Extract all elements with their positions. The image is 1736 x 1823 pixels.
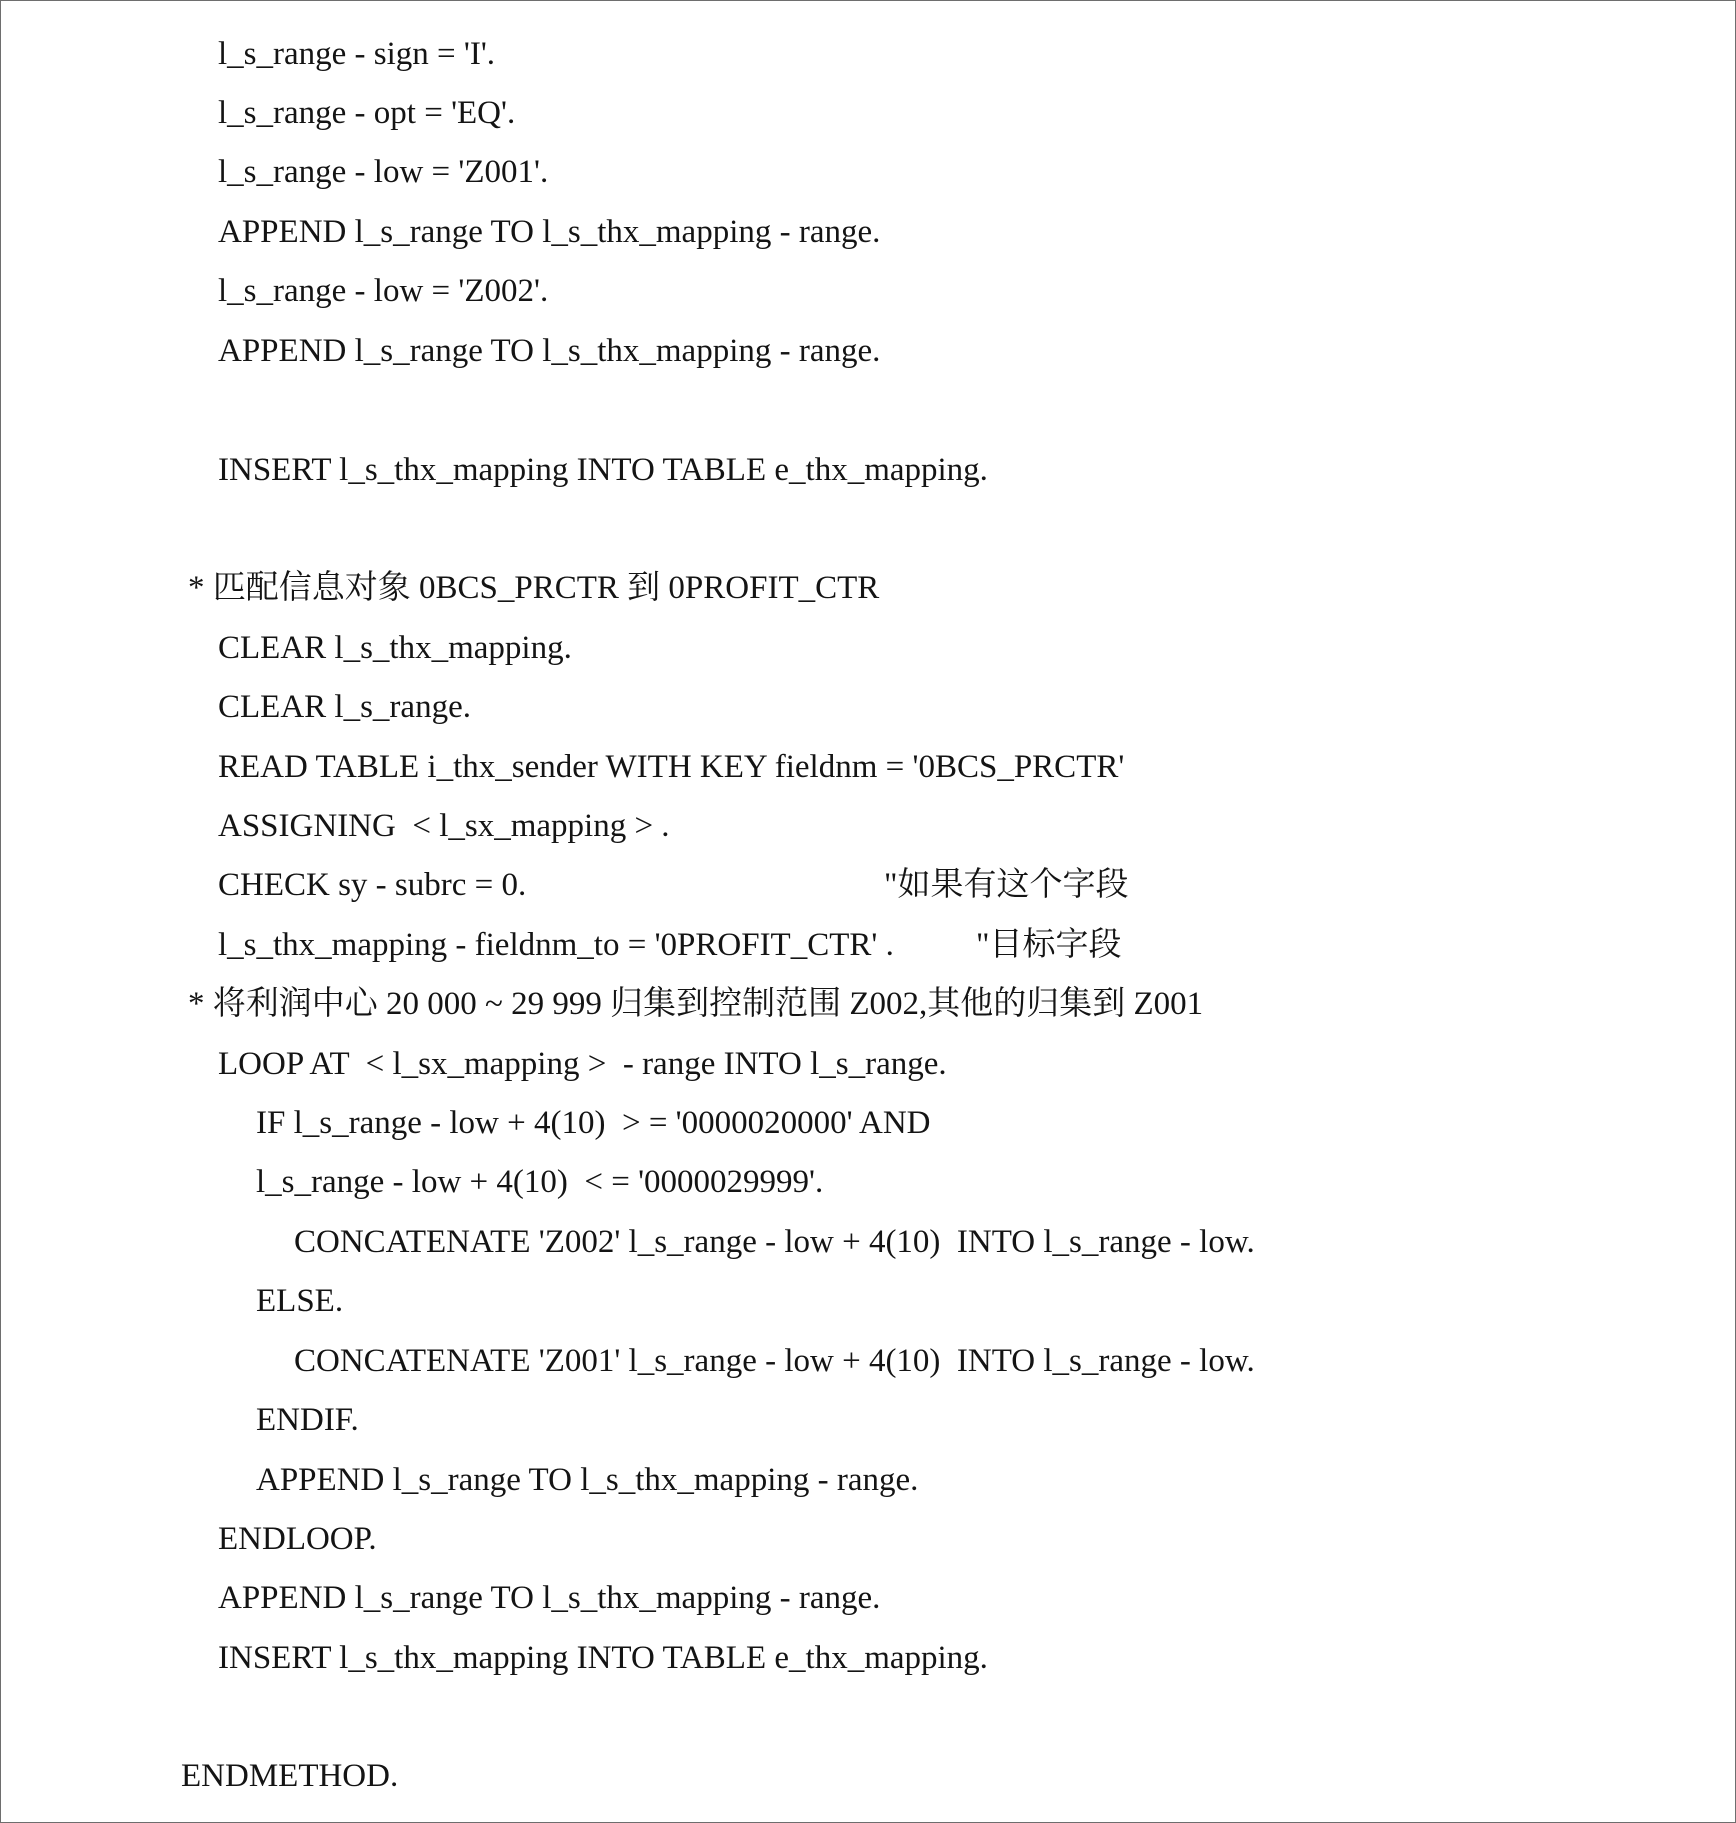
code-line-18: ELSE. — [256, 1283, 344, 1319]
code-line-21: APPEND l_s_range TO l_s_thx_mapping - range. — [256, 1462, 919, 1498]
code-line-10: READ TABLE i_thx_sender WITH KEY fieldnm = '0BCS_PRCTR' — [218, 749, 1125, 785]
inline-comment-2: "目标字段 — [976, 927, 1122, 963]
code-line-14: LOOP AT < l_sx_mapping > - range INTO l_s_range. — [218, 1046, 947, 1082]
code-line-4: APPEND l_s_range TO l_s_thx_mapping - range. — [218, 214, 881, 250]
code-line-6: APPEND l_s_range TO l_s_thx_mapping - range. — [218, 333, 881, 369]
code-line-24: INSERT l_s_thx_mapping INTO TABLE e_thx_mapping. — [218, 1640, 988, 1676]
comment-line-1: * 匹配信息对象 0BCS_PRCTR 到 0PROFIT_CTR — [188, 570, 880, 606]
code-line-1: l_s_range - sign = 'I'. — [218, 36, 496, 72]
code-line-22: ENDLOOP. — [218, 1521, 377, 1557]
inline-comment-1: "如果有这个字段 — [884, 867, 1129, 903]
code-line-25: ENDMETHOD. — [181, 1758, 399, 1794]
code-line-13: l_s_thx_mapping - fieldnm_to = '0PROFIT_CTR' . — [218, 927, 894, 963]
code-line-20: ENDIF. — [256, 1402, 359, 1438]
code-line-23: APPEND l_s_range TO l_s_thx_mapping - range. — [218, 1580, 881, 1616]
code-line-8: CLEAR l_s_thx_mapping. — [218, 630, 572, 666]
code-line-2: l_s_range - opt = 'EQ'. — [218, 95, 516, 131]
code-line-7: INSERT l_s_thx_mapping INTO TABLE e_thx_mapping. — [218, 452, 988, 488]
code-line-15: IF l_s_range - low + 4(10) > = '0000020000' AND — [256, 1105, 931, 1141]
code-line-11: ASSIGNING < l_sx_mapping > . — [218, 808, 670, 844]
comment-line-2: * 将利润中心 20 000 ~ 29 999 归集到控制范围 Z002,其他的归集到 Z001 — [188, 986, 1204, 1022]
code-line-17: CONCATENATE 'Z002' l_s_range - low + 4(10) INTO l_s_range - low. — [294, 1224, 1255, 1260]
code-line-19: CONCATENATE 'Z001' l_s_range - low + 4(10) INTO l_s_range - low. — [294, 1343, 1255, 1379]
code-line-3: l_s_range - low = 'Z001'. — [218, 154, 549, 190]
code-line-5: l_s_range - low = 'Z002'. — [218, 273, 549, 309]
code-line-9: CLEAR l_s_range. — [218, 689, 471, 725]
code-line-16: l_s_range - low + 4(10) < = '0000029999'. — [256, 1164, 824, 1200]
code-line-12: CHECK sy - subrc = 0. — [218, 867, 527, 903]
